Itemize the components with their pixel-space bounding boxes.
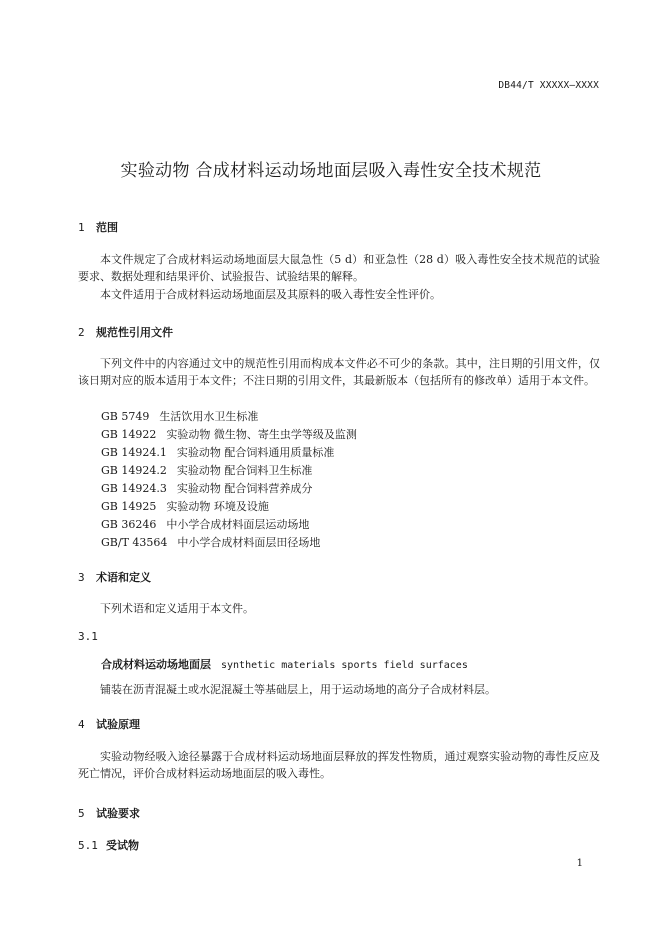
section-number: 1 xyxy=(78,221,85,234)
reference-item: GB 14924.1 实验动物 配合饲料通用质量标准 xyxy=(101,446,335,459)
subsection-3-1-heading xyxy=(78,630,106,643)
term-english: synthetic materials sports field surfaces xyxy=(221,660,468,671)
term-entry xyxy=(101,656,468,672)
section-2-paragraph-1: 下列文件中的内容通过文中的规范性引用而构成本文件必不可少的条款。其中，注日期的引用文件，仅该日期对应的版本适用于本文件；不注日期的引用文件，其最新版本（包括所有的修改单）适用于本文件。 xyxy=(78,357,600,387)
section-title: 范围 xyxy=(96,221,118,234)
reference-item: GB 36246 中小学合成材料面层运动场地 xyxy=(101,518,310,531)
reference-item: GB/T 43564 中小学合成材料面层田径场地 xyxy=(101,536,321,549)
reference-item: GB 5749 生活饮用水卫生标准 xyxy=(101,410,259,423)
section-number: 3 xyxy=(78,571,85,584)
section-1-paragraph-1: 本文件规定了合成材料运动场地面层大鼠急性（5 d）和亚急性（28 d）吸入毒性安全技术规范的试验要求、数据处理和结果评价、试验报告、试验结果的解释。 xyxy=(78,253,600,283)
document-title: 实验动物 合成材料运动场地面层吸入毒性安全技术规范 xyxy=(120,161,542,181)
section-title: 规范性引用文件 xyxy=(96,326,173,339)
section-2-heading xyxy=(78,324,173,340)
section-1-paragraph-2: 本文件适用于合成材料运动场地面层及其原料的吸入毒性安全性评价。 xyxy=(100,288,441,301)
reference-item: GB 14922 实验动物 微生物、寄生虫学等级及监测 xyxy=(101,428,357,441)
document-code: DB44/T XXXXX—XXXX xyxy=(498,80,599,91)
section-number: 2 xyxy=(78,326,85,339)
reference-item: GB 14924.2 实验动物 配合饲料卫生标准 xyxy=(101,464,313,477)
reference-item: GB 14925 实验动物 环境及设施 xyxy=(101,500,269,513)
page-number: 1 xyxy=(576,858,583,869)
section-5-heading xyxy=(78,805,140,821)
subsection-title: 受试物 xyxy=(106,839,139,852)
term-chinese: 合成材料运动场地面层 xyxy=(101,658,211,671)
section-1-heading xyxy=(78,219,118,235)
subsection-number: 3.1 xyxy=(78,630,98,643)
section-4-heading xyxy=(78,716,140,732)
section-number: 4 xyxy=(78,718,85,731)
section-3-heading xyxy=(78,569,151,585)
section-title: 术语和定义 xyxy=(96,571,151,584)
section-4-paragraph-1: 实验动物经吸入途径暴露于合成材料运动场地面层释放的挥发性物质，通过观察实验动物的毒性反应及死亡情况，评价合成材料运动场地面层的吸入毒性。 xyxy=(78,750,600,780)
section-3-paragraph-1: 下列术语和定义适用于本文件。 xyxy=(100,602,254,615)
section-title: 试验原理 xyxy=(96,718,140,731)
subsection-number: 5.1 xyxy=(78,839,98,852)
section-title: 试验要求 xyxy=(96,807,140,820)
term-definition: 铺装在沥青混凝土或水泥混凝土等基础层上，用于运动场地的高分子合成材料层。 xyxy=(100,683,496,696)
subsection-5-1-heading xyxy=(78,837,139,853)
reference-item: GB 14924.3 实验动物 配合饲料营养成分 xyxy=(101,482,313,495)
section-number: 5 xyxy=(78,807,85,820)
